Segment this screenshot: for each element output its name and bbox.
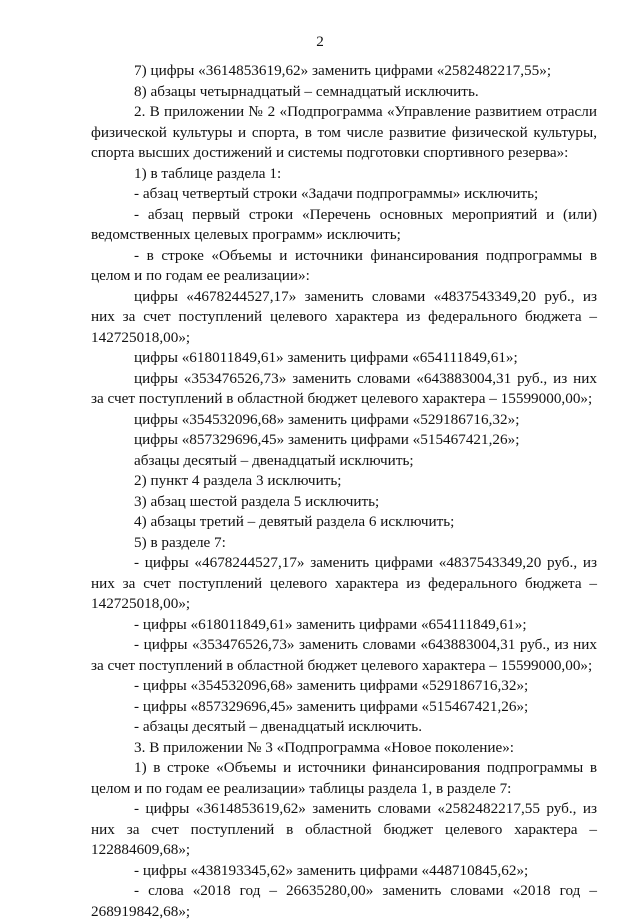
paragraph: 4) абзацы третий – девятый раздела 6 исключить; xyxy=(134,513,455,530)
paragraph: 2) пункт 4 раздела 3 исключить; xyxy=(134,472,342,489)
paragraph: 1) в таблице раздела 1: xyxy=(134,164,282,182)
paragraph: 7) цифры «3614853619,62» заменить цифрами «2582482217,55»; xyxy=(134,62,552,79)
paragraph: - цифры «857329696,45» заменить цифрами «515467421,26»; xyxy=(134,697,529,715)
paragraph: 1) в строке «Объемы и источники финансирования подпрограммы в целом и по годам ее реализации» таблицы раздела 1, в разделе 7: xyxy=(91,759,597,797)
paragraph: абзацы десятый – двенадцатый исключить; xyxy=(134,451,414,469)
paragraph: - абзац четвертый строки «Задачи подпрограммы» исключить; xyxy=(134,185,539,202)
paragraph: цифры «353476526,73» заменить словами «643883004,31 руб., из них за счет поступлений в областной бюджет целевого характера – 15599000,00»; xyxy=(91,369,597,407)
paragraph: - цифры «3614853619,62» заменить словами «2582482217,55 руб., из них за счет поступлений в областной бюджет целевого характера – 122884609,68»; xyxy=(91,800,597,858)
paragraph: цифры «857329696,45» заменить цифрами «515467421,26»; xyxy=(134,431,520,448)
paragraph: цифры «618011849,61» заменить цифрами «654111849,61»; xyxy=(134,349,518,366)
paragraph: - цифры «438193345,62» заменить цифрами «448710845,62»; xyxy=(134,861,529,879)
paragraph: 2. В приложении № 2 «Подпрограмма «Управление развитием отрасли физической культуры и спорта, в том числе развитие физической культуры, спорта высших достижений и системы подготовки спортивного резерва»: xyxy=(91,103,597,161)
page-number: 2 xyxy=(316,33,324,50)
paragraph: - цифры «354532096,68» заменить цифрами «529186716,32»; xyxy=(134,677,529,694)
paragraph: - в строке «Объемы и источники финансирования подпрограммы в целом и по годам ее реализации»: xyxy=(91,246,597,284)
paragraph: - абзацы десятый – двенадцатый исключить. xyxy=(134,718,423,735)
paragraph: - цифры «353476526,73» заменить словами «643883004,31 руб., из них за счет поступлений в областной бюджет целевого характера – 15599000,00»; xyxy=(91,636,597,674)
paragraph: 3) абзац шестой раздела 5 исключить; xyxy=(134,492,380,510)
paragraph: 5) в разделе 7: xyxy=(134,533,226,551)
paragraph: цифры «354532096,68» заменить цифрами «529186716,32»; xyxy=(134,410,520,428)
paragraph: - цифры «618011849,61» заменить цифрами «654111849,61»; xyxy=(134,615,527,633)
paragraph: 3. В приложении № 3 «Подпрограмма «Новое поколение»: xyxy=(134,738,515,756)
paragraph: - цифры «4678244527,17» заменить цифрами «4837543349,20 руб., из них за счет поступлений целевого характера из федерального бюджета – 142725018,00»; xyxy=(91,554,597,612)
paragraph: - абзац первый строки «Перечень основных мероприятий и (или) ведомственных целевых программ» исключить; xyxy=(91,205,597,243)
paragraph: - слова «2018 год – 26635280,00» заменить словами «2018 год – 268919842,68»; xyxy=(91,882,597,920)
document-body xyxy=(91,61,597,922)
paragraph: 8) абзацы четырнадцатый – семнадцатый исключить. xyxy=(134,82,479,100)
paragraph: цифры «4678244527,17» заменить словами «4837543349,20 руб., из них за счет поступлений целевого характера из федерального бюджета – 142725018,00»; xyxy=(91,287,597,346)
